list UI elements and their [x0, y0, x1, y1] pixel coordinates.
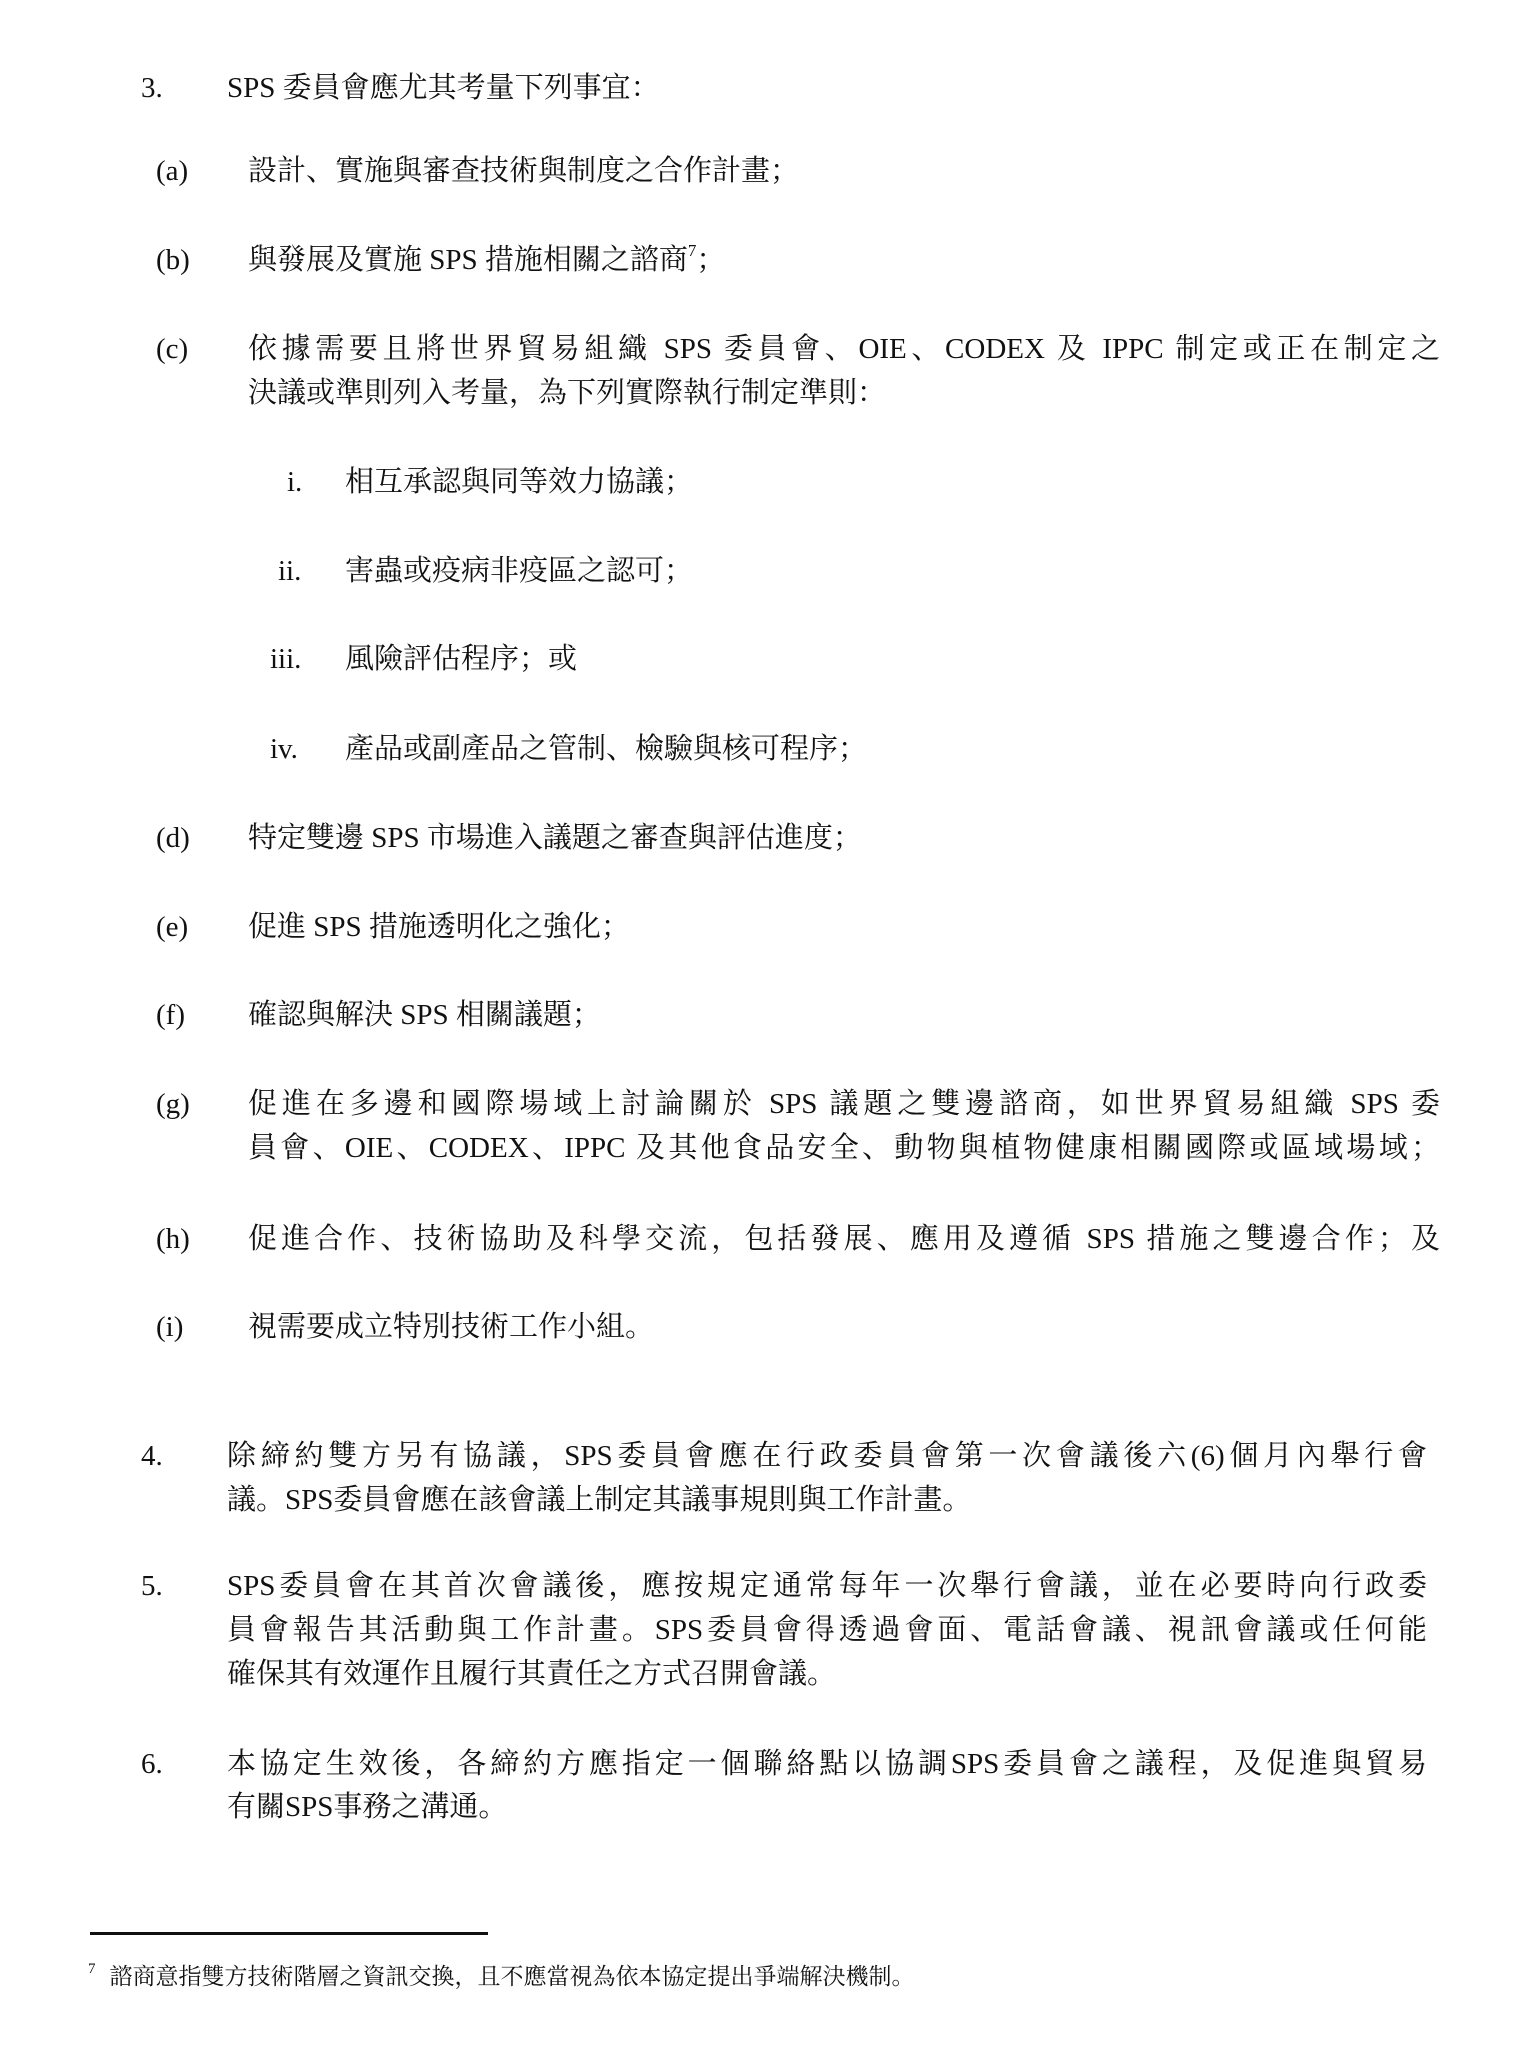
- subitem-text: 促進在多邊和國際場域上討論關於 SPS 議題之雙邊諮商，如世界貿易組織 SPS 委: [248, 1088, 1440, 1120]
- roman-text: 風險評估程序；或: [345, 643, 578, 675]
- item-text: 本協定生效後，各締約方應指定一個聯絡點以協調SPS委員會之議程，及促進與貿易: [227, 1748, 1427, 1780]
- subitem-text: 確認與解決 SPS 相關議題；: [248, 999, 601, 1031]
- subitem-text-main: 與發展及實施 SPS 措施相關之諮商: [248, 244, 688, 276]
- item-number: 6.: [141, 1748, 163, 1780]
- subitem-text: 視需要成立特別技術工作小組。: [248, 1311, 655, 1343]
- subitem-label: (e): [156, 911, 189, 943]
- roman-text: 害蟲或疫病非疫區之認可；: [345, 555, 694, 587]
- subitem-text: 設計、實施與審查技術與制度之合作計畫；: [248, 155, 800, 187]
- roman-label: iv.: [270, 733, 298, 765]
- subitem-label: (g): [156, 1088, 190, 1120]
- subitem-text: 特定雙邊 SPS 市場進入議題之審查與評估進度；: [248, 822, 862, 854]
- subitem-text: 促進 SPS 措施透明化之強化；: [248, 911, 630, 943]
- roman-label: iii.: [270, 643, 302, 675]
- footnote-number: 7: [88, 1961, 96, 1977]
- roman-text: 相互承認與同等效力協議；: [345, 466, 694, 498]
- item-text: 除締約雙方另有協議，SPS委員會應在行政委員會第一次會議後六(6)個月內舉行會: [227, 1440, 1427, 1472]
- subitem-text: 促進合作、技術協助及科學交流，包括發展、應用及遵循 SPS 措施之雙邊合作；及: [248, 1223, 1440, 1255]
- subitem-text-end: ；: [696, 244, 726, 276]
- subitem-label: (i): [156, 1311, 184, 1343]
- roman-text: 產品或副產品之管制、檢驗與核可程序；: [345, 733, 868, 765]
- subitem-label: (c): [156, 333, 189, 365]
- subitem-label: (a): [156, 155, 189, 187]
- subitem-label: (b): [156, 244, 190, 276]
- roman-label: ii.: [278, 555, 302, 587]
- roman-label: i.: [287, 466, 303, 498]
- subitem-label: (f): [156, 999, 185, 1031]
- item-number: 3.: [141, 72, 163, 104]
- item-text: 有關SPS事務之溝通。: [227, 1791, 508, 1823]
- item-number: 4.: [141, 1440, 163, 1472]
- subitem-label: (h): [156, 1223, 190, 1255]
- subitem-text: [248, 240, 725, 280]
- subitem-text: 員會、OIE、CODEX、IPPC 及其他食品安全、動物與植物健康相關國際或區域場域；: [248, 1132, 1440, 1164]
- footnote: [88, 1960, 915, 1994]
- item-text: SPS 委員會應尤其考量下列事宜：: [227, 72, 660, 104]
- footnote-ref[interactable]: 7: [687, 241, 697, 260]
- item-text: 確保其有效運作且履行其責任之方式召開會議。: [227, 1658, 837, 1690]
- subitem-label: (d): [156, 822, 190, 854]
- subitem-text: 依據需要且將世界貿易組織 SPS 委員會、OIE、CODEX 及 IPPC 制定或正在制定之: [248, 333, 1440, 365]
- item-number: 5.: [141, 1570, 163, 1602]
- item-text: SPS委員會在其首次會議後，應按規定通常每年一次舉行會議，並在必要時向行政委: [227, 1570, 1427, 1602]
- item-text: 議。SPS委員會應在該會議上制定其議事規則與工作計畫。: [227, 1484, 972, 1516]
- item-text: 員會報告其活動與工作計畫。SPS委員會得透過會面、電話會議、視訊會議或任何能: [227, 1614, 1427, 1646]
- footnote-text: 諮商意指雙方技術階層之資訊交換，且不應當視為依本協定提出爭端解決機制。: [109, 1964, 915, 1989]
- footnote-separator: [90, 1932, 488, 1935]
- subitem-text: 決議或準則列入考量，為下列實際執行制定準則：: [248, 377, 887, 409]
